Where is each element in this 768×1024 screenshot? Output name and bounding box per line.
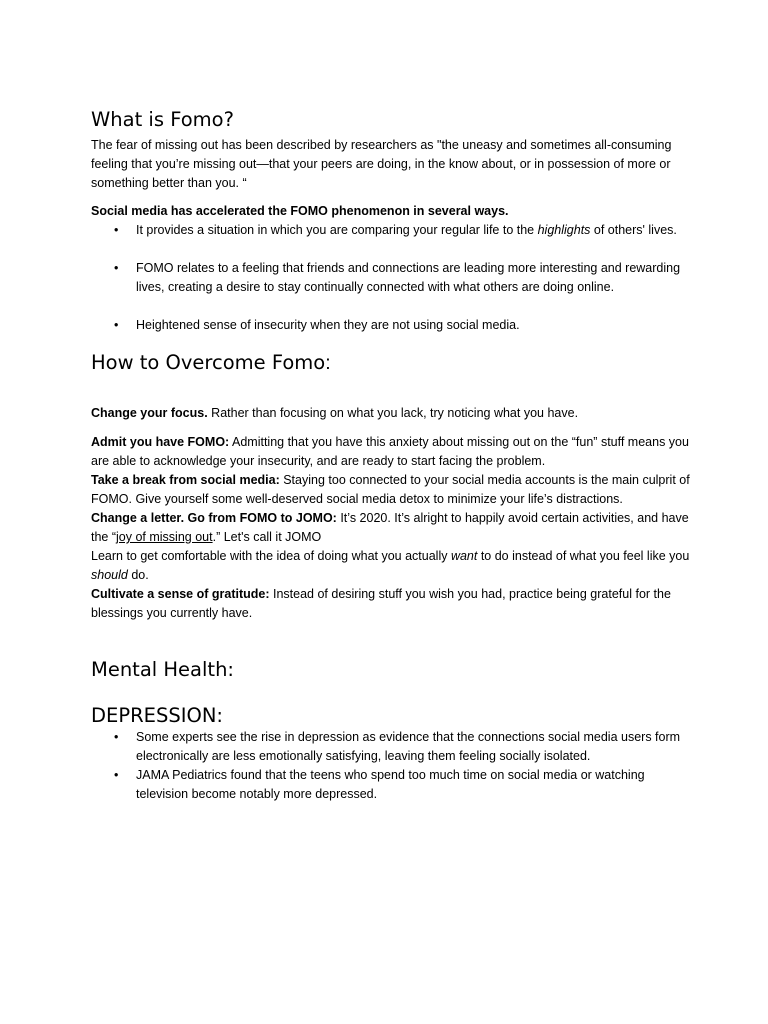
list-item-text: Some experts see the rise in depression as evidence that the connections social media users form electronically are less emotionally satisfying, leaving them feeling socially isolated.: [136, 730, 681, 763]
tip-gratitude: [91, 585, 691, 623]
tip-text: Admitting that you have this anxiety about missing out on the “fun” stuff means you are able to acknowledge your insecurity, and are ready to start facing the problem.: [91, 435, 689, 468]
what-is-fomo-heading: What is Fomo?: [91, 108, 234, 131]
list-item: [91, 316, 691, 335]
tip-text: Staying too connected to your social media accounts is the main culprit of FOMO. Give yourself some well-deserved social media detox to minimize your life’s distractions.: [91, 473, 690, 506]
mental-health-heading: Mental Health:: [91, 658, 234, 681]
tip-label: Admit you have FOMO:: [91, 435, 230, 449]
list-item: [91, 728, 691, 766]
list-item: [91, 259, 691, 297]
tip-admit-fomo: [91, 433, 691, 471]
list-item-text: of others' lives.: [590, 223, 677, 237]
document-content: [91, 108, 691, 804]
tip-label: Change a letter. Go from FOMO to JOMO:: [91, 511, 337, 525]
tip-text: Rather than focusing on what you lack, try noticing what you have.: [207, 406, 579, 420]
heading-colon: :: [325, 352, 331, 374]
should-emphasis: should: [91, 568, 128, 582]
tip-text: do.: [127, 568, 149, 582]
tip-text: to do instead of what you feel like you: [477, 549, 690, 563]
bullet-icon: •: [114, 768, 119, 782]
tip-text: It’s 2020. It’s alright to happily avoid certain activities, and have the “: [91, 511, 689, 544]
tip-label: Take a break from social media:: [91, 473, 280, 487]
bullet-icon: •: [114, 223, 119, 237]
tip-change-focus: [91, 404, 691, 423]
list-item-text: FOMO relates to a feeling that friends and connections are leading more interesting and rewarding lives, creating a desire to stay continually connected with what others are doing online.: [136, 261, 681, 294]
bullet-icon: •: [114, 261, 119, 275]
list-item-text: JAMA Pediatrics found that the teens who spend too much time on social media or watching television become notably more depressed.: [136, 768, 645, 801]
bullet-icon: •: [114, 318, 119, 332]
depression-heading: DEPRESSION:: [91, 704, 223, 727]
tip-take-break: [91, 471, 691, 509]
bullet-icon: •: [114, 730, 119, 744]
tip-text: Learn to get comfortable with the idea of doing what you actually: [91, 549, 451, 563]
list-item-text: It provides a situation in which you are comparing your regular life to the: [136, 223, 538, 237]
depression-list: [91, 728, 691, 804]
social-media-ways-list: [91, 221, 691, 335]
heading-text: How to Overcome Fomo: [91, 351, 326, 374]
highlights-emphasis: highlights: [537, 223, 591, 237]
list-item: [91, 221, 691, 240]
tip-text: .” Let's call it JOMO: [212, 530, 322, 544]
list-item-text: Heightened sense of insecurity when they are not using social media.: [136, 318, 520, 332]
tip-label: Change your focus.: [91, 406, 208, 420]
tip-label: Cultivate a sense of gratitude:: [91, 587, 270, 601]
want-emphasis: want: [450, 549, 478, 563]
how-to-overcome-heading: [91, 351, 691, 375]
accelerated-statement: Social media has accelerated the FOMO phenomenon in several ways.: [91, 204, 509, 218]
joy-of-missing-out-underlined: joy of missing out: [116, 530, 213, 544]
tip-learn-comfortable: [91, 547, 691, 585]
tip-fomo-to-jomo: [91, 509, 691, 547]
fomo-description: The fear of missing out has been described by researchers as "the uneasy and sometimes all-consuming feeling that you’re missing out—that your peers are doing, in the know about, or in possession of more or something better than you. “: [91, 138, 672, 190]
tip-text: Instead of desiring stuff you wish you had, practice being grateful for the blessings you currently have.: [91, 587, 671, 620]
list-item: [91, 766, 691, 804]
